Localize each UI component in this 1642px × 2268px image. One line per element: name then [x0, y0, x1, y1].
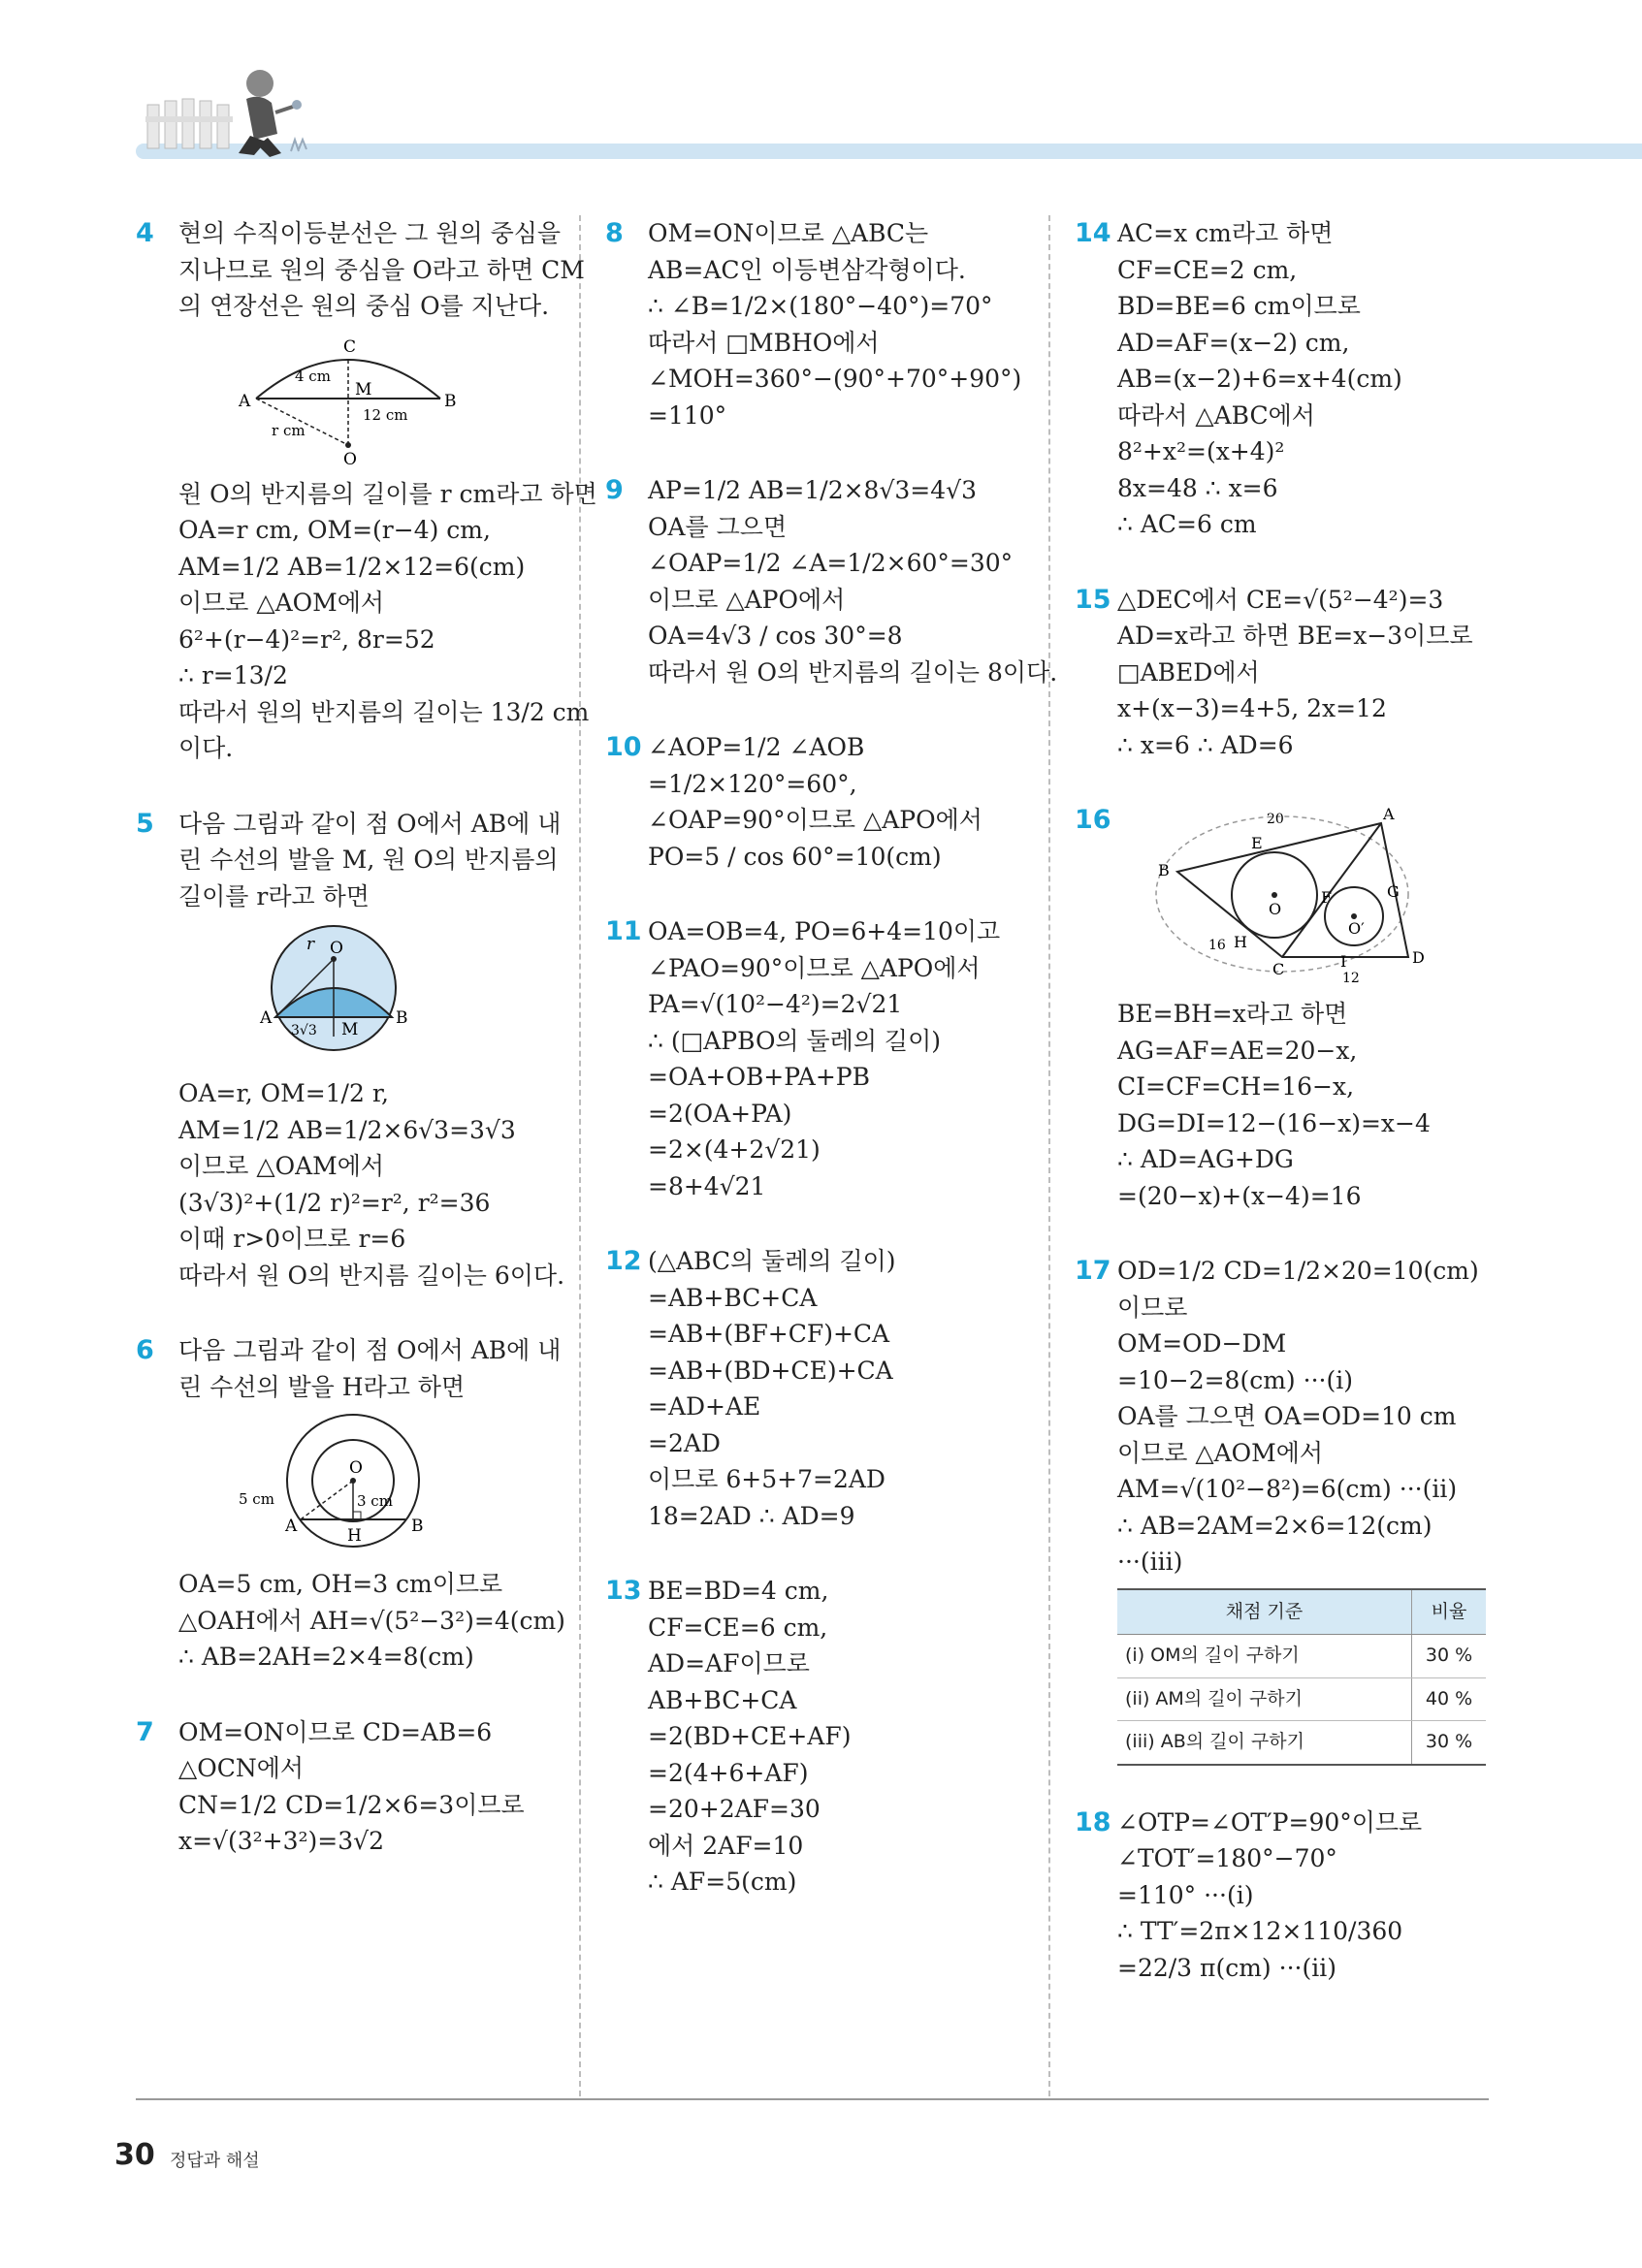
text-line: OA=OB=4, PO=6+4=10이고 [648, 917, 1001, 945]
label-m: M [355, 379, 372, 399]
text-line: OM=OD−DM [1117, 1329, 1287, 1358]
text-line: =2(4+6+AF) [648, 1758, 809, 1787]
text-line: ∠MOH=360°−(90°+70°+90°) [648, 365, 1022, 393]
problem-number: 13 [605, 1576, 642, 1606]
text-line: =OA+OB+PA+PB [648, 1063, 870, 1091]
text-line: △OCN에서 [178, 1754, 305, 1782]
text-line: x+(x−3)=4+5, 2x=12 [1117, 694, 1387, 722]
text-line: =20+2AF=30 [648, 1795, 821, 1823]
text-line: ∠OTP=∠OT′P=90°이므로 [1117, 1807, 1423, 1837]
text-line: OM=ON이므로 △ABC는 [648, 219, 929, 247]
text-line: 이므로 △OAM에서 [178, 1152, 385, 1180]
label-rcm: r cm [272, 421, 306, 439]
problem-number: 15 [1075, 584, 1111, 615]
problem-5 [136, 806, 563, 1294]
text-line: 따라서 원 O의 반지름 길이는 6이다. [178, 1261, 565, 1290]
text-line: =2(OA+PA) [648, 1099, 792, 1128]
text-line: CN=1/2 CD=1/2×6=3이므로 [178, 1790, 525, 1819]
text-line: BE=BH=x라고 하면 [1117, 1000, 1348, 1028]
label-3cm: 3 cm [357, 1492, 393, 1510]
text-line: ∴ AB=2AH=2×4=8(cm) [178, 1643, 474, 1671]
problem-7 [136, 1714, 563, 1860]
text-line: (3√3)²+(1/2 r)²=r², r²=36 [178, 1188, 491, 1217]
table-header-row [1117, 1589, 1486, 1635]
text-line: 이므로 △AOM에서 [1117, 1438, 1324, 1467]
problem-number: 5 [136, 808, 154, 839]
problem-4 [136, 215, 597, 767]
label-20: 20 [1267, 812, 1284, 827]
column-2 [605, 215, 1058, 1939]
text-line: =8+4√21 [648, 1171, 766, 1200]
text-line: 따라서 원 O의 반지름의 길이는 8이다. [648, 657, 1058, 687]
label-i: I [1340, 952, 1347, 971]
text-line: =AB+(BD+CE)+CA [648, 1356, 893, 1385]
column-separator-2 [1048, 215, 1050, 2096]
label-a: A [239, 391, 251, 411]
text-line: 이때 r>0이므로 r=6 [178, 1225, 406, 1253]
text-line: 다음 그림과 같이 점 O에서 AB에 내 [178, 1336, 562, 1364]
label-3root3: 3√3 [291, 1023, 317, 1038]
text-line: =10−2=8(cm) ···(i) [1117, 1365, 1353, 1394]
text-line: BE=BD=4 cm, [648, 1577, 829, 1605]
text-line: 6²+(r−4)²=r², 8r=52 [178, 624, 435, 654]
text-line: OA=4√3 / cos 30°=8 [648, 622, 903, 650]
text-line: PO=5 / cos 60°=10(cm) [648, 842, 942, 871]
text-line: 린 수선의 발을 M, 원 O의 반지름의 [178, 846, 559, 874]
problem-15 [1075, 582, 1530, 764]
text-line: AB=AC인 이등변삼각형이다. [648, 255, 966, 284]
page-label: 정답과 해설 [170, 2151, 260, 2171]
label-o: O [1269, 900, 1282, 918]
text-line: x=√(3²+3²)=3√2 [178, 1827, 384, 1855]
problem-number: 11 [605, 916, 642, 946]
text-line: △DEC에서 CE=√(5²−4²)=3 [1117, 585, 1444, 614]
text-line: =22/3 π(cm) ···(ii) [1117, 1953, 1336, 1982]
text-line: 따라서 원의 반지름의 길이는 13/2 cm [178, 697, 590, 726]
text-line: 따라서 △ABC에서 [1117, 400, 1315, 430]
text-line: CF=CE=2 cm, [1117, 255, 1298, 284]
text-line: 원 O의 반지름의 길이를 r cm라고 하면 [178, 479, 597, 508]
text-line: 현의 수직이등분선은 그 원의 중심을 [178, 219, 562, 247]
text-line: 이므로 △APO에서 [648, 585, 846, 614]
table-header: 비율 [1412, 1589, 1487, 1635]
text-line: ∴ AB=2AM=2×6=12(cm) [1117, 1511, 1433, 1540]
text-line: AB+BC+CA [648, 1685, 797, 1714]
text-line: CI=CF=CH=16−x, [1117, 1072, 1355, 1101]
problem-11 [605, 913, 1032, 1204]
figure-chord-arc [237, 331, 460, 466]
label-r: r [306, 935, 315, 954]
text-line: OD=1/2 CD=1/2×20=10(cm) [1117, 1257, 1479, 1285]
text-line: =AB+(BF+CF)+CA [648, 1320, 890, 1348]
label-g: G [1387, 882, 1400, 901]
text-line: ∴ TT′=2π×12×110/360 [1117, 1917, 1403, 1945]
problem-6 [136, 1332, 563, 1676]
text-line: 이므로 [1117, 1293, 1188, 1322]
text-line: AD=AF이므로 [648, 1649, 810, 1677]
problem-number: 14 [1075, 218, 1111, 248]
label-c: C [1272, 960, 1285, 978]
text-line: 지나므로 원의 중심을 O라고 하면 CM [178, 255, 585, 284]
text-line: AD=x라고 하면 BE=x−3이므로 [1117, 622, 1473, 650]
text-line: △OAH에서 AH=√(5²−3²)=4(cm) [178, 1606, 565, 1635]
problem-18 [1075, 1805, 1530, 1987]
text-line: 길이를 r라고 하면 [178, 881, 370, 910]
text-line: OA=r, OM=1/2 r, [178, 1079, 389, 1107]
text-line: =110° ···(i) [1117, 1880, 1254, 1909]
problem-number: 9 [605, 475, 624, 505]
footer-rule [136, 2098, 1489, 2100]
text-line: ∴ AD=AG+DG [1117, 1145, 1294, 1173]
figure-concentric-circles [237, 1411, 450, 1556]
text-line: 이다. [178, 734, 234, 762]
table-cell: (ii) AM의 길이 구하기 [1117, 1677, 1412, 1721]
label-m: M [341, 1020, 359, 1039]
label-12cm: 12 cm [363, 405, 408, 424]
label-b: B [396, 1008, 408, 1028]
label-f: F [1321, 888, 1333, 907]
label-o: O [330, 939, 343, 958]
text-line: ∠OAP=1/2 ∠A=1/2×60°=30° [648, 549, 1014, 577]
problem-number: 12 [605, 1246, 642, 1276]
label-h: H [347, 1526, 362, 1546]
text-line: AB=(x−2)+6=x+4(cm) [1117, 365, 1402, 393]
text-line: =110° [648, 400, 727, 430]
problem-number: 10 [605, 732, 642, 762]
problem-12 [605, 1243, 1032, 1534]
text-line: AM=1/2 AB=1/2×12=6(cm) [178, 552, 526, 581]
label-12: 12 [1342, 971, 1360, 986]
text-line: 다음 그림과 같이 점 O에서 AB에 내 [178, 809, 562, 838]
text-line: 이므로 6+5+7=2AD [648, 1465, 885, 1493]
text-line: 이므로 △AOM에서 [178, 589, 385, 617]
problem-14 [1075, 215, 1530, 543]
text-line: ∴ AF=5(cm) [648, 1868, 797, 1896]
label-e: E [1251, 834, 1263, 852]
problem-10 [605, 729, 1032, 875]
gardener-illustration [145, 56, 310, 163]
page-number: 30 [114, 2138, 155, 2172]
text-line: ∴ AC=6 cm [1117, 510, 1257, 538]
label-c: C [343, 336, 357, 357]
text-line: 따라서 □MBHO에서 [648, 328, 880, 357]
text-line: □ABED에서 [1117, 657, 1260, 687]
text-line: (△ABC의 둘레의 길이) [648, 1247, 896, 1275]
label-5cm: 5 cm [239, 1490, 274, 1508]
text-line: =2×(4+2√21) [648, 1135, 821, 1164]
column-3 [1075, 215, 1530, 2025]
problem-13 [605, 1573, 1032, 1901]
problem-number: 18 [1075, 1806, 1111, 1837]
text-line: ∠OAP=90°이므로 △APO에서 [648, 806, 982, 834]
text-line: ∴ x=6 ∴ AD=6 [1117, 730, 1294, 759]
text-line: AM=√(10²−8²)=6(cm) ···(ii) [1117, 1475, 1458, 1503]
table-cell: 30 % [1412, 1721, 1487, 1765]
text-line: DG=DI=12−(16−x)=x−4 [1117, 1108, 1431, 1137]
text-line: =2(BD+CE+AF) [648, 1722, 852, 1750]
table-cell: 40 % [1412, 1677, 1487, 1721]
label-b: B [444, 391, 457, 411]
text-line: 8x=48 ∴ x=6 [1117, 473, 1278, 502]
text-line: =1/2×120°=60°, [648, 769, 857, 798]
text-line: BD=BE=6 cm이므로 [1117, 292, 1361, 320]
text-line: AP=1/2 AB=1/2×8√3=4√3 [648, 476, 977, 504]
label-4cm: 4 cm [295, 367, 331, 385]
label-a: A [1383, 805, 1395, 823]
label-d: D [1412, 948, 1425, 967]
text-line: ∴ (□APBO의 둘레의 길이) [648, 1026, 941, 1055]
text-line: AG=AF=AE=20−x, [1117, 1036, 1358, 1065]
text-line: =AD+AE [648, 1392, 761, 1421]
label-a: A [285, 1517, 298, 1536]
label-b: B [411, 1517, 424, 1536]
text-line: OM=ON이므로 CD=AB=6 [178, 1717, 493, 1746]
label-o-prime: O′ [1348, 919, 1365, 938]
table-cell: (iii) AB의 길이 구하기 [1117, 1721, 1412, 1765]
table-cell: (i) OM의 길이 구하기 [1117, 1635, 1412, 1678]
text-line: OA=r cm, OM=(r−4) cm, [178, 516, 491, 544]
problem-number: 17 [1075, 1256, 1111, 1286]
text-line: 에서 2AF=10 [648, 1831, 804, 1860]
header-band [136, 144, 1642, 159]
text-line: =(20−x)+(x−4)=16 [1117, 1181, 1362, 1210]
text-line: =AB+BC+CA [648, 1283, 818, 1312]
label-o: O [343, 449, 357, 466]
text-line: 8²+x²=(x+4)² [1117, 437, 1285, 465]
column-1 [136, 215, 597, 1899]
text-line: AM=1/2 AB=1/2×6√3=3√3 [178, 1115, 516, 1144]
table-row [1117, 1721, 1486, 1765]
label-h: H [1234, 933, 1247, 951]
label-b: B [1158, 861, 1170, 879]
problem-number: 16 [1075, 805, 1111, 835]
text-line: ∴ ∠B=1/2×(180°−40°)=70° [648, 292, 993, 320]
text-line: ···(iii) [1117, 1548, 1183, 1576]
text-line: AD=AF=(x−2) cm, [1117, 328, 1350, 357]
figure-circle-chord [237, 920, 431, 1066]
label-16: 16 [1208, 938, 1226, 953]
text-line: AC=x cm라고 하면 [1117, 219, 1334, 247]
problem-17 [1075, 1253, 1530, 1766]
table-header: 채점 기준 [1117, 1589, 1412, 1635]
text-line: OA를 그으면 OA=OD=10 cm [1117, 1402, 1457, 1430]
text-line: PA=√(10²−4²)=2√21 [648, 990, 903, 1018]
label-o: O [349, 1458, 363, 1478]
label-a: A [260, 1008, 273, 1028]
text-line: ∠PAO=90°이므로 △APO에서 [648, 953, 981, 982]
text-line: ∴ r=13/2 [178, 661, 288, 689]
text-line: 의 연장선은 원의 중심 O를 지난다. [178, 292, 550, 320]
text-line: =2AD [648, 1428, 721, 1457]
text-line: 린 수선의 발을 H라고 하면 [178, 1372, 466, 1401]
table-row [1117, 1677, 1486, 1721]
text-line: OA를 그으면 [648, 512, 788, 541]
problem-16 [1075, 802, 1530, 1214]
text-line: ∠AOP=1/2 ∠AOB [648, 733, 865, 761]
table-row [1117, 1635, 1486, 1678]
problem-8 [605, 215, 1032, 433]
text-line: CF=CE=6 cm, [648, 1613, 828, 1642]
problem-number: 8 [605, 218, 624, 248]
figure-tangent-circles [1137, 802, 1428, 986]
scoring-table [1117, 1588, 1486, 1766]
problem-9 [605, 472, 1058, 690]
text-line: ∠TOT′=180°−70° [1117, 1844, 1337, 1872]
problem-number: 6 [136, 1335, 154, 1365]
text-line: 18=2AD ∴ AD=9 [648, 1501, 855, 1530]
text-line: OA=5 cm, OH=3 cm이므로 [178, 1570, 503, 1598]
problem-number: 7 [136, 1716, 154, 1747]
table-cell: 30 % [1412, 1635, 1487, 1678]
problem-number: 4 [136, 218, 154, 248]
